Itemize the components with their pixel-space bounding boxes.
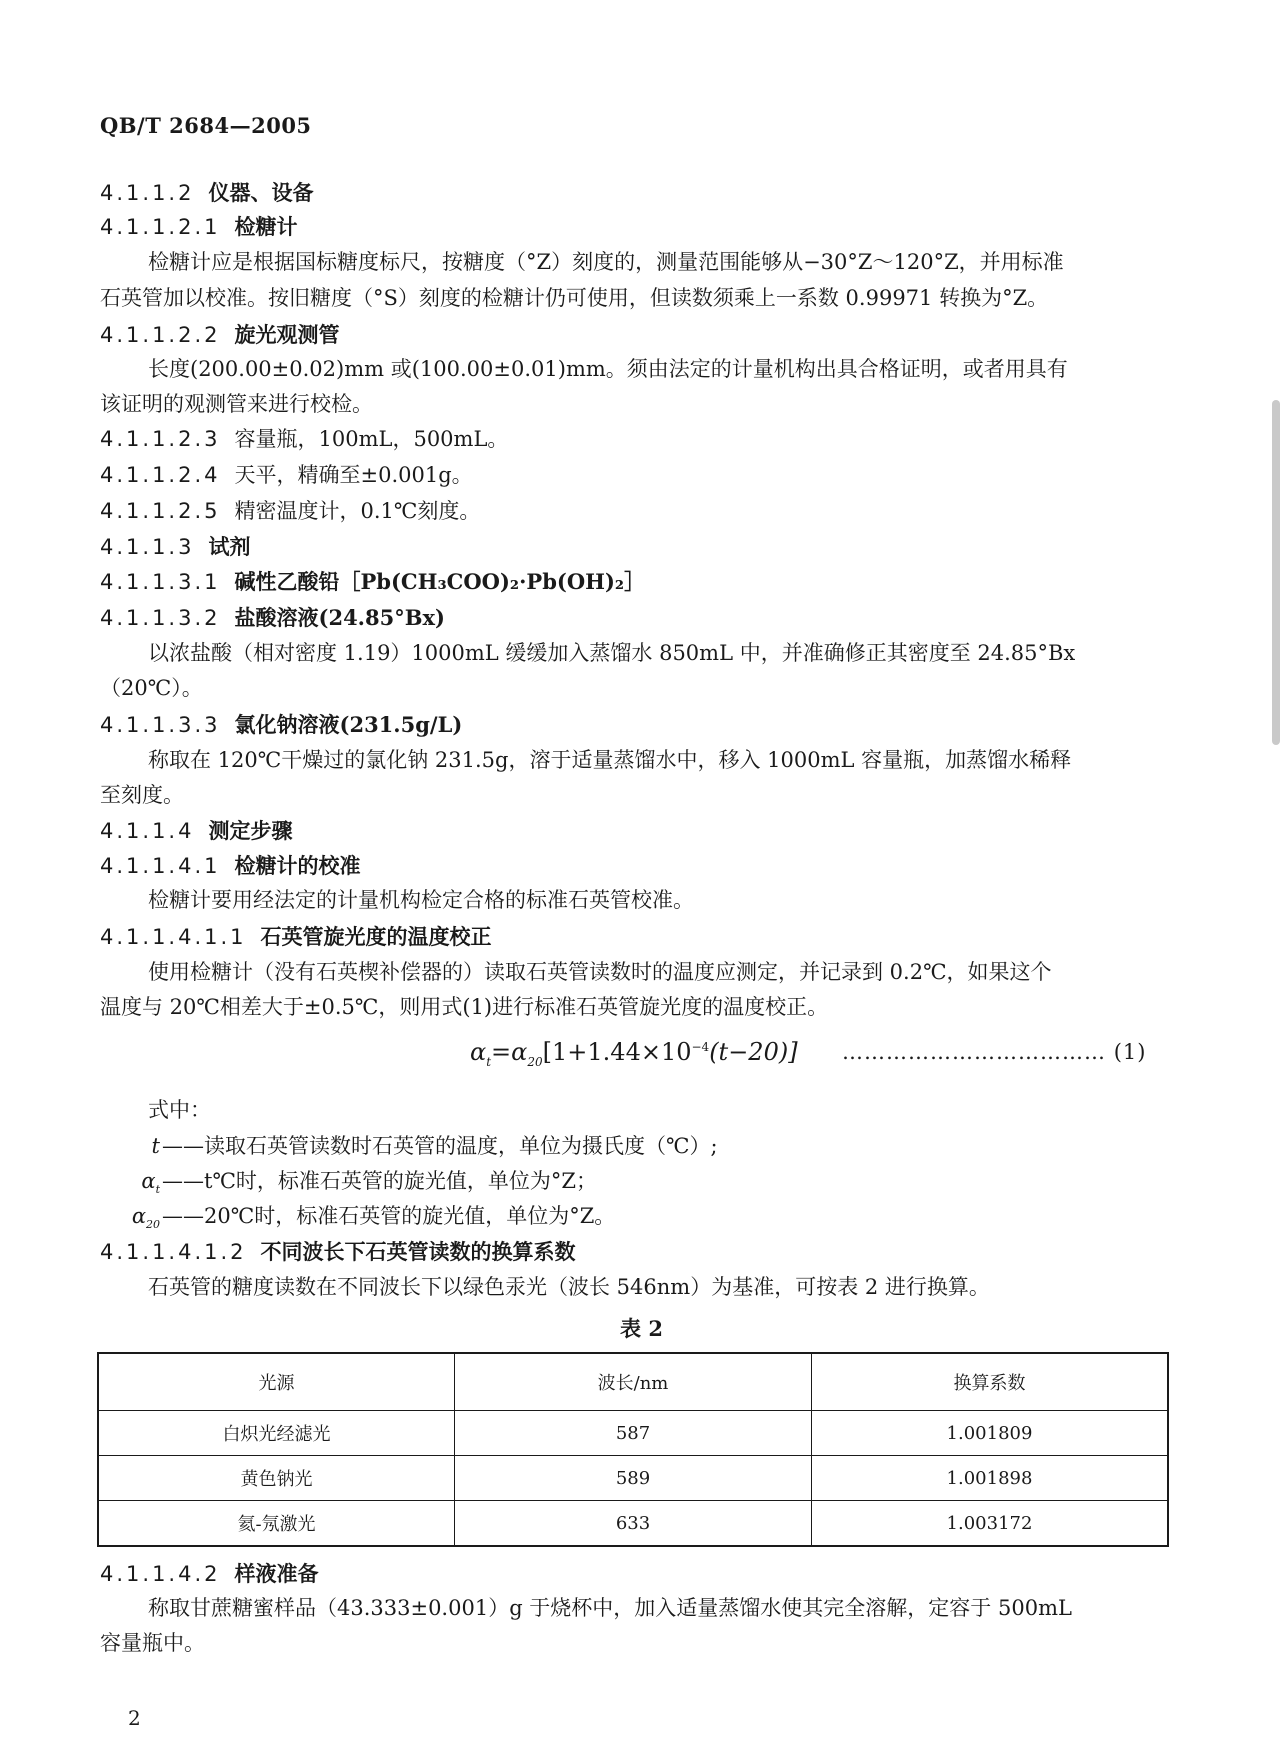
table-cell: 587 [455,1411,812,1456]
heading-4-1-1-3-2: 4.1.1.3.2 盐酸溶液(24.85°Bx) [100,605,445,630]
table-cell: 589 [455,1456,812,1501]
paragraph-line: 石英管加以校准。按旧糖度（°S）刻度的检糖计仍可使用，但读数须乘上一系数 0.99971 转换为°Z。 [100,286,1049,310]
heading-4-1-1-2-1: 4.1.1.2.1 检糖计 [100,214,298,239]
paragraph-line: 石英管的糖度读数在不同波长下以绿色汞光（波长 546nm）为基准，可按表 2 进行换算。 [148,1275,990,1299]
table-cell: 白炽光经滤光 [98,1411,455,1456]
page-number: 2 [128,1706,141,1730]
table-header: 波长/nm [455,1353,812,1411]
table-header: 光源 [98,1353,455,1411]
conversion-table [97,1352,1169,1547]
table-row [98,1456,1168,1501]
paragraph-line: 容量瓶中。 [100,1631,205,1655]
table-cell: 氦-氖激光 [98,1501,455,1547]
paragraph-line: 称取在 120℃干燥过的氯化钠 231.5g，溶于适量蒸馏水中，移入 1000mL 容量瓶，加蒸馏水稀释 [148,748,1072,772]
table-row [98,1411,1168,1456]
table-title: 表 2 [620,1316,663,1341]
paragraph-line: 该证明的观测管来进行校检。 [100,392,373,416]
heading-4-1-1-3-1: 4.1.1.3.1 碱性乙酸铅［Pb(CH₃COO)₂·Pb(OH)₂］ [100,569,646,594]
table-cell: 1.003172 [812,1501,1169,1547]
legend-alpha-20: $\alpha_{20}——20℃$时，标准石英管的旋光值，单位为°Z。 [131,1204,616,1232]
item-4-1-1-2-4: 4.1.1.2.4 天平，精确至±0.001g。 [100,463,473,487]
legend-alpha-t: $\alpha_t——t℃$时，标准石英管的旋光值，单位为°Z； [141,1169,598,1197]
where-label: 式中： [148,1098,211,1122]
paragraph-line: 称取甘蔗糖蜜样品（43.333±0.001）g 于烧杯中，加入适量蒸馏水使其完全溶解，定容于 500mL [148,1596,1072,1620]
heading-4-1-1-3: 4.1.1.3 试剂 [100,534,251,559]
paragraph-line: 至刻度。 [100,783,184,807]
heading-4-1-1-2: 4.1.1.2 仪器、设备 [100,180,314,205]
heading-4-1-1-4-1-2: 4.1.1.4.1.2 不同波长下石英管读数的换算系数 [100,1239,576,1264]
formula-number: ……………………………… (1) [842,1040,1147,1064]
item-4-1-1-2-3: 4.1.1.2.3 容量瓶，100mL，500mL。 [100,427,509,451]
legend-t: t——读取石英管读数时石英管的温度，单位为摄氏度（℃）; [151,1134,718,1158]
table-row [98,1501,1168,1547]
paragraph-line: 检糖计应是根据国标糖度标尺，按糖度（°Z）刻度的，测量范围能够从−30°Z～120°Z，并用标准 [148,250,1064,274]
table-header-row [98,1353,1168,1411]
scrollbar[interactable] [1269,0,1283,1758]
paragraph-line: 检糖计要用经法定的计量机构检定合格的标准石英管校准。 [148,888,694,912]
paragraph-line: （20℃）。 [100,676,203,700]
table-header: 换算系数 [812,1353,1169,1411]
heading-4-1-1-4-1: 4.1.1.4.1 检糖计的校准 [100,853,361,878]
heading-4-1-1-4-2: 4.1.1.4.2 样液准备 [100,1561,319,1586]
paragraph-line: 温度与 20℃相差大于±0.5℃，则用式(1)进行标准石英管旋光度的温度校正。 [100,995,829,1019]
table-cell: 1.001898 [812,1456,1169,1501]
item-4-1-1-2-5: 4.1.1.2.5 精密温度计，0.1℃刻度。 [100,499,481,523]
standard-number: QB/T 2684—2005 [100,113,312,138]
paragraph-line: 长度(200.00±0.02)mm 或(100.00±0.01)mm。须由法定的计量机构出具合格证明，或者用具有 [148,357,1068,381]
scrollbar-thumb[interactable] [1272,400,1280,745]
heading-4-1-1-2-2: 4.1.1.2.2 旋光观测管 [100,322,340,347]
formula-1: $\alpha_t=\alpha_{20}[1+1.44\times 10^{-4}(t-20)]$ [470,1038,798,1069]
table-cell: 633 [455,1501,812,1547]
heading-4-1-1-3-3: 4.1.1.3.3 氯化钠溶液(231.5g/L) [100,712,463,737]
paragraph-line: 使用检糖计（没有石英楔补偿器的）读取石英管读数时的温度应测定，并记录到 0.2℃，如果这个 [148,960,1052,984]
heading-4-1-1-4: 4.1.1.4 测定步骤 [100,818,293,843]
paragraph-line: 以浓盐酸（相对密度 1.19）1000mL 缓缓加入蒸馏水 850mL 中，并准确修正其密度至 24.85°Bx [148,641,1076,665]
heading-4-1-1-4-1-1: 4.1.1.4.1.1 石英管旋光度的温度校正 [100,924,492,949]
table-cell: 1.001809 [812,1411,1169,1456]
table-cell: 黄色钠光 [98,1456,455,1501]
